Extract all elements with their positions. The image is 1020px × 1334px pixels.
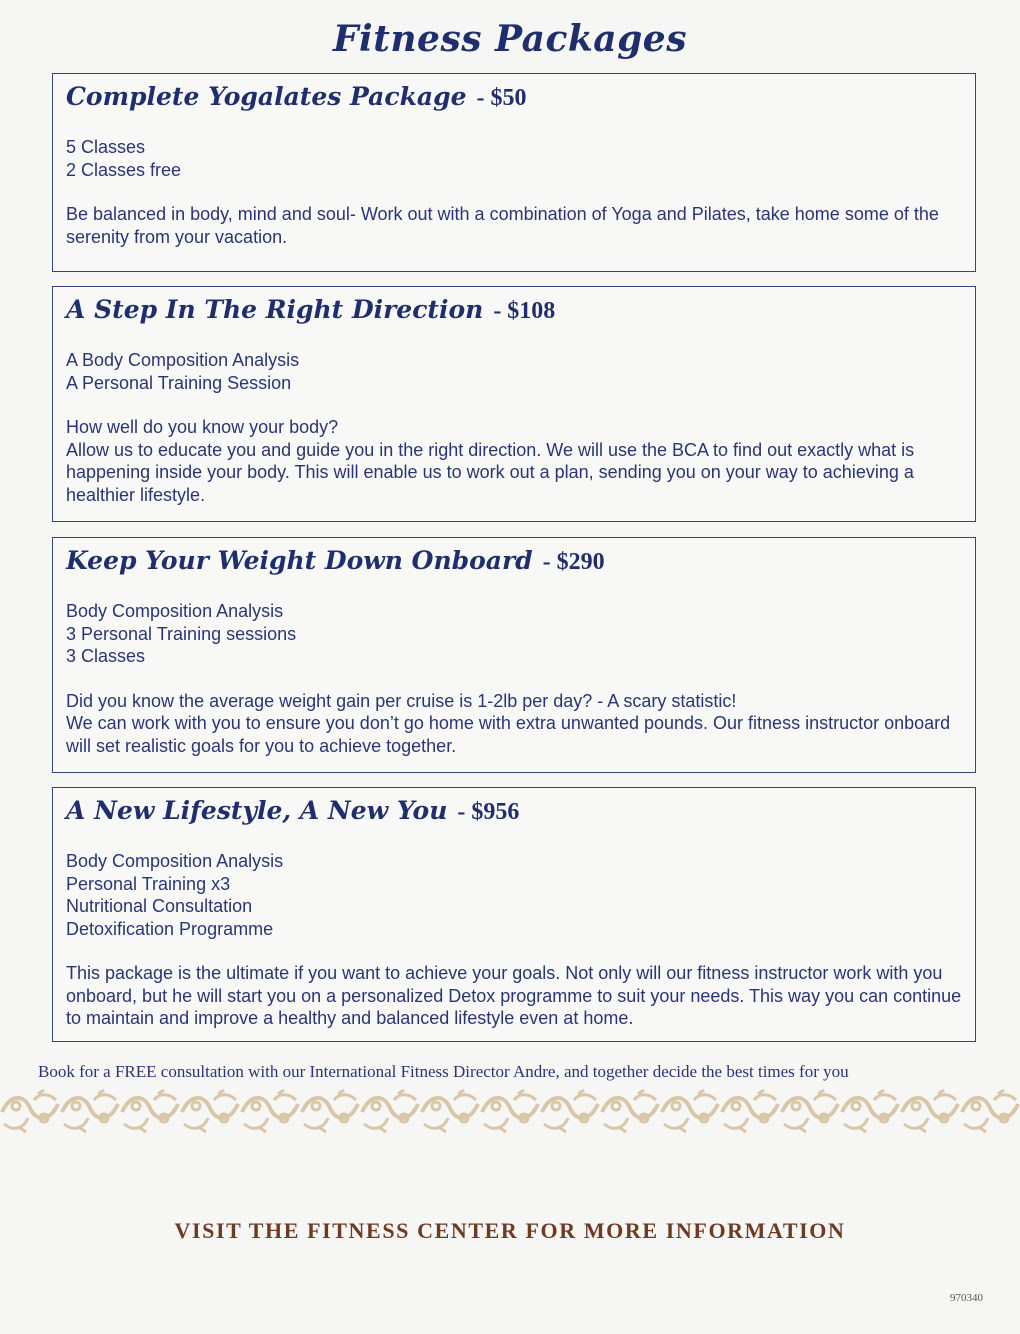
package-name: Keep Your Weight Down Onboard [66, 546, 533, 575]
package-item: 5 Classes [66, 137, 146, 157]
package-item: Body Composition Analysis [66, 601, 284, 621]
package-item: Personal Training x3 [66, 873, 231, 894]
package-description [66, 690, 975, 758]
package-item: Nutritional Consultation [66, 896, 253, 916]
package-header [66, 546, 975, 584]
package-item: Detoxification Programme [66, 918, 274, 939]
description-line: How well do you know your body? [66, 417, 339, 437]
package-item: 2 Classes free [66, 159, 182, 180]
package-name: A Step In The Right Direction [66, 295, 484, 324]
package-item: A Personal Training Session [66, 372, 292, 393]
package-item: 3 Classes [66, 646, 146, 666]
package-name: Complete Yogalates Package [66, 82, 467, 111]
package-name: A New Lifestyle, A New You [66, 796, 448, 825]
package-price: - $108 [493, 298, 556, 324]
package-header [66, 295, 975, 333]
document-code: 970340 [950, 1292, 983, 1304]
package-price: - $290 [542, 549, 605, 575]
page-title: Fitness Packages [333, 18, 687, 60]
description-line: We can work with you to ensure you don’t go home with extra unwanted pounds. Our fitness instructor onboard will set realistic goals for you to achieve together. [66, 713, 951, 756]
package-price: - $956 [457, 799, 520, 825]
consultation-note: Book for a FREE consultation with our International Fitness Director Andre, and together decide the best times for you [38, 1062, 849, 1081]
package-description: Be balanced in body, mind and soul- Work out with a combination of Yoga and Pilates, take home some of the serenity from your vacation. [66, 204, 939, 247]
package-item: A Body Composition Analysis [66, 350, 300, 370]
package-header [66, 82, 975, 120]
package-item: Body Composition Analysis [66, 851, 284, 871]
package-items [66, 850, 975, 940]
package-header [66, 796, 975, 834]
package-card-new-lifestyle [52, 787, 976, 1042]
decorative-border [0, 1088, 1020, 1136]
description-line: Did you know the average weight gain per cruise is 1-2lb per day? - A scary statistic! [66, 690, 737, 711]
package-description: This package is the ultimate if you want to achieve your goals. Not only will our fitness instructor work with you onboard, but he will start you on a personalized Detox programme to suit your needs. This way you can continue to maintain and improve a healthy and balanced lifestyle even at home. [66, 963, 962, 1028]
package-card-weight-down [52, 537, 976, 773]
description-line: Allow us to educate you and guide you in the right direction. We will use the BCA to find out exactly what is happening inside your body. This will enable us to work out a plan, sending you on your way to achieving a healthier lifestyle. [66, 439, 915, 505]
package-items [66, 136, 975, 181]
package-price: - $50 [476, 85, 527, 111]
package-item: 3 Personal Training sessions [66, 623, 297, 644]
package-card-right-direction [52, 286, 976, 522]
package-items [66, 600, 975, 668]
package-description [66, 416, 975, 506]
package-items [66, 349, 975, 394]
visit-fitness-center-banner: VISIT THE FITNESS CENTER FOR MORE INFORMATION [174, 1218, 846, 1243]
package-card-yogalates [52, 73, 976, 272]
